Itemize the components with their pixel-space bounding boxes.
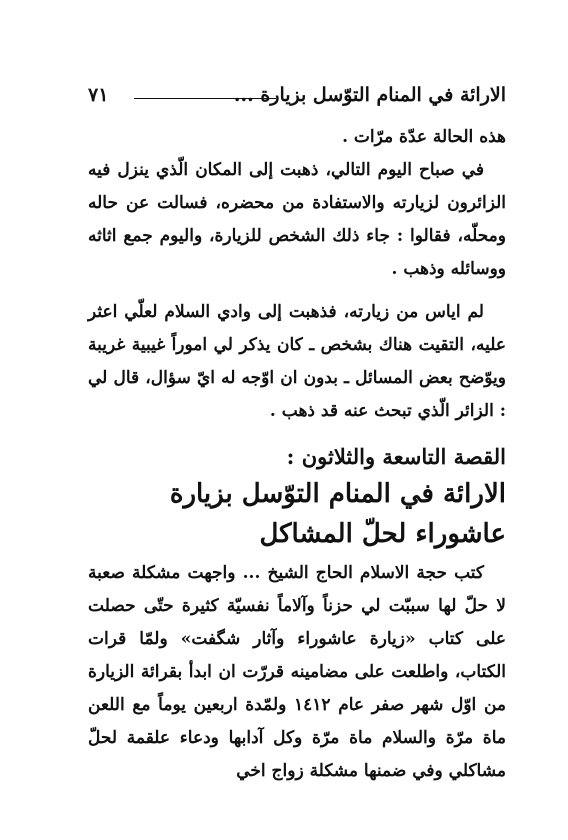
story-title-heading: الارائة في المنام التوّسل بزيارة عاشوراء لحلّ المشاكل	[169, 479, 506, 549]
header-title: الارائة في المنام التوّسل بزيارة ...	[233, 84, 506, 106]
paragraph-next-morning: في صباح اليوم التالي، ذهبت إلى المكان الّذي ينزل فيه الزائرون لزيارته والاستفادة من محضره، فسالت عن حاله ومحلّه، فقالوا : جاء ذلك الشخص للزيارة، واليوم جمع اثاثه ووسائله وذهب .	[88, 160, 506, 279]
running-header	[88, 84, 506, 112]
paragraph-valley-of-peace: لم اياس من زيارته، فذهبت إلى وادي السلام لعلّي اعثر عليه، التقيت هناك بشخص ـ كان يذكر لي اموراً غيبية غريبة ويوّضح بعض المسائل ـ بدون ان اوّجه له ايّ سؤال، قال لي : الزائر الّذي تبحث عنه قد ذهب .	[88, 302, 506, 421]
story-number-heading: القصة التاسعة والثلاثون :	[286, 444, 506, 469]
header-rule	[134, 98, 276, 99]
page-number: ٧١	[88, 84, 109, 106]
paragraph-continuation: هذه الحالة عدّة مرّات .	[342, 127, 506, 147]
paragraph-story-body: كتب حجة الاسلام الحاج الشيخ ... واجهت مشكلة صعبة لا حلّ لها سببّت لي حزناً وآلاماً نفسيّة كثيرة حتّى حصلت على كتاب «زيارة عاشوراء وآثار شگفت» ولمّا قرات الكتاب، واطلعت على مضامينه قررّت ان ابدأ بقرائة الزيارة من اوّل شهر صفر عام ١٤١٢ ولمّدة اربعين يوماً مع اللعن ماة مرّة والسلام ماة مرّة وكل آدابها ودعاء علقمة لحلّ مشاكلي وفي ضمنها مشكلة زواج اخي	[88, 563, 506, 781]
